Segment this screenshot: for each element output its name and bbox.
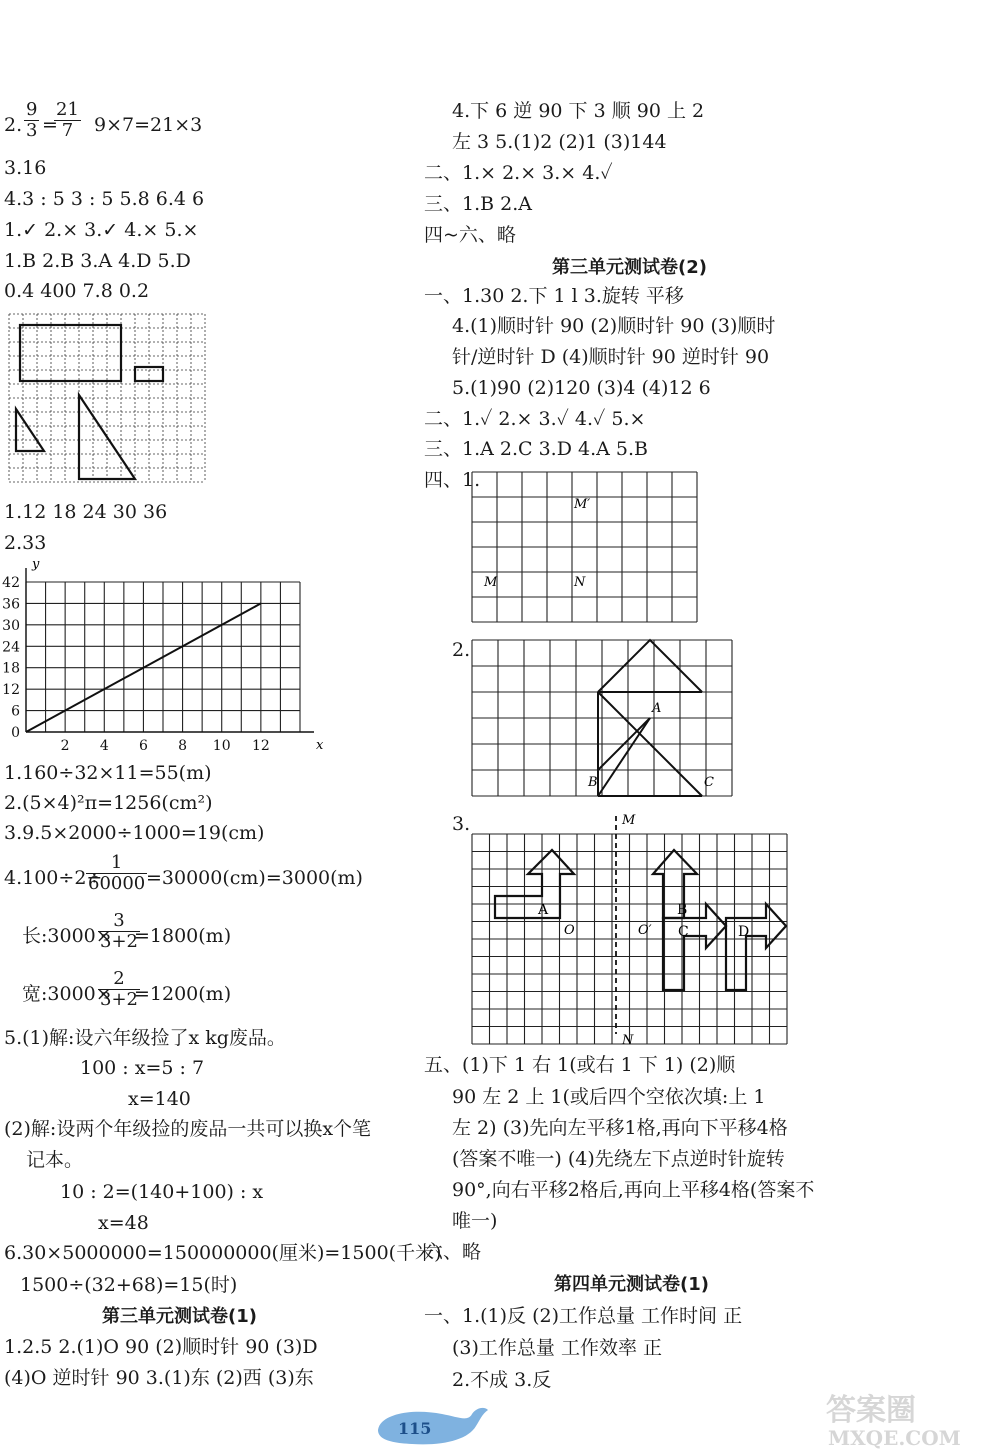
fraction-numerator: 9	[26, 99, 38, 120]
fraction-numerator: 21	[56, 99, 79, 120]
answer-line: 2.	[4, 114, 23, 136]
answer-line: (答案不唯一) (4)先绕左下点逆时针旋转	[452, 1148, 785, 1170]
whale-icon	[378, 1408, 488, 1444]
answer-line: =30000(cm)=3000(m)	[146, 867, 363, 889]
point-label-n: N	[574, 575, 586, 590]
answer-line: 90°,向右平移2格后,再向上平移4格(答案不	[452, 1179, 815, 1201]
grid-figure-points	[470, 470, 700, 625]
answer-line: 记本。	[26, 1149, 84, 1171]
answer-line: 三、1.A 2.C 3.D 4.A 5.B	[424, 438, 648, 460]
equals-sign: =	[42, 114, 58, 136]
x-tick-label: 2	[60, 738, 70, 754]
point-label-m: M	[484, 575, 498, 590]
answer-line: 长:3000×	[22, 925, 112, 947]
answer-line: 5.(1)解:设六年级捡了x kg废品。	[4, 1027, 286, 1049]
answer-line: (3)工作总量 工作效率 正	[452, 1337, 662, 1359]
answer-line: 二、1.× 2.× 3.× 4.✓	[424, 162, 613, 184]
y-tick-label: 42	[2, 575, 20, 591]
answer-line: 4.下 6 逆 90 下 3 顺 90 上 2	[452, 100, 705, 122]
fraction	[54, 100, 81, 141]
answer-line: 4.(1)顺时针 90 (2)顺时针 90 (3)顺时	[452, 315, 776, 337]
section-heading: 第三单元测试卷(2)	[552, 257, 707, 278]
shape-label-b: B	[677, 902, 688, 918]
answer-line: 五、(1)下 1 右 1(或右 1 下 1) (2)顺	[424, 1054, 736, 1076]
answer-line: 1.12 18 24 30 36	[4, 501, 168, 523]
answer-line: 2.不成 3.反	[452, 1369, 552, 1391]
shape-label-o: O	[564, 923, 575, 938]
answer-line: 0.4 400 7.8 0.2	[4, 280, 150, 302]
answer-line: (2)解:设两个年级捡的废品一共可以换x个笔	[4, 1118, 372, 1140]
answer-line: 二、1.✓ 2.× 3.✓ 4.✓ 5.×	[424, 408, 646, 430]
fraction	[24, 100, 39, 141]
answer-line: x=48	[98, 1212, 149, 1234]
shape-label-d: D	[738, 924, 750, 940]
answer-line: =1800(m)	[134, 925, 232, 947]
page-number: 115	[398, 1419, 432, 1438]
x-tick-label: 8	[178, 738, 188, 754]
y-axis-label: y	[32, 557, 40, 572]
answer-line: 三、1.B 2.A	[424, 193, 532, 215]
grid-figure-pattern	[470, 640, 726, 798]
answer-line: (4)O 逆时针 90 3.(1)东 (2)西 (3)东	[4, 1367, 314, 1389]
answer-line: 10 : 2=(140+100) : x	[60, 1181, 264, 1203]
answer-line: 3.	[452, 813, 471, 835]
axis-label-n: N	[622, 1033, 634, 1048]
arrow-shape-b	[653, 850, 697, 918]
answer-line: x=140	[128, 1088, 191, 1110]
answer-line: 1.2.5 2.(1)O 90 (2)顺时针 90 (3)D	[4, 1336, 318, 1358]
fraction-denominator: 3+2	[100, 931, 138, 952]
shape-label-o-prime: O′	[638, 923, 652, 938]
section-heading: 第三单元测试卷(1)	[102, 1306, 257, 1327]
shape-small-triangle	[16, 409, 44, 451]
grid-figure-arrows	[470, 808, 834, 1048]
y-tick-label: 12	[2, 682, 20, 699]
answer-line: 一、1.30 2.下 1 l 3.旋转 平移	[424, 285, 684, 307]
answer-line: 1500÷(32+68)=15(时)	[20, 1274, 238, 1296]
x-tick-label: 12	[251, 738, 270, 754]
x-tick-label: 4	[99, 738, 109, 754]
answer-line: 2.(5×4)²π=1256(cm²)	[4, 792, 213, 814]
answer-line: 100 : x=5 : 7	[80, 1057, 205, 1079]
answer-line: 唯一)	[452, 1210, 498, 1232]
answer-line: =1200(m)	[134, 983, 232, 1005]
answer-line: 3.16	[4, 157, 47, 179]
answer-line: 针/逆时针 D (4)顺时针 90 逆时针 90	[452, 346, 770, 368]
fraction-denominator: 3+2	[100, 989, 138, 1010]
fraction-denominator: 3	[26, 120, 38, 141]
answer-line: 4.3 : 5 3 : 5 5.8 6.4 6	[4, 188, 205, 210]
y-tick-label: 24	[2, 639, 20, 656]
answer-line: 2.33	[4, 532, 47, 554]
watermark-text: 答案圈	[826, 1393, 916, 1428]
fraction-numerator: 1	[86, 853, 147, 874]
answer-line: 1.B 2.B 3.A 4.D 5.D	[4, 250, 191, 272]
answer-line: 左 3 5.(1)2 (2)1 (3)144	[452, 131, 667, 153]
answer-line: 六、略	[424, 1241, 482, 1263]
answer-line: 4.100÷2÷	[4, 867, 103, 889]
y-tick-label: 36	[2, 596, 20, 613]
section-heading: 第四单元测试卷(1)	[554, 1274, 709, 1295]
answer-line: 6.30×5000000=150000000(厘米)=1500(千米)	[4, 1242, 442, 1264]
answer-line: 3.9.5×2000÷1000=19(cm)	[4, 822, 265, 844]
point-label-m-prime: M′	[574, 497, 591, 512]
pattern-diagonal-3	[598, 718, 650, 796]
point-label-b: B	[588, 775, 598, 790]
point-label-c: C	[704, 775, 714, 790]
answer-line: 一、1.(1)反 (2)工作总量 工作时间 正	[424, 1305, 743, 1327]
fraction-numerator: 3	[98, 911, 140, 932]
page-number-badge	[372, 1400, 492, 1450]
y-tick-label: 30	[2, 617, 20, 634]
fraction-denominator: 7	[61, 120, 74, 141]
fraction-denominator: 60000	[88, 873, 146, 894]
shape-big-rectangle	[20, 325, 121, 381]
shape-label-a: A	[538, 902, 549, 918]
grid-figure-shapes	[6, 311, 202, 491]
fraction-numerator: 2	[98, 969, 140, 990]
watermark-url: MXQE.COM	[828, 1426, 961, 1450]
answer-line: 左 2) (3)先向左平移1格,再向下平移4格	[452, 1117, 788, 1139]
answer-line: 1.✓ 2.× 3.✓ 4.× 5.×	[4, 219, 199, 241]
y-tick-label: 0	[11, 725, 20, 741]
answer-line: 四~六、略	[424, 224, 516, 246]
y-tick-label: 18	[2, 660, 20, 677]
answer-line: 9×7=21×3	[94, 114, 203, 136]
watermark	[820, 1390, 998, 1450]
answer-line: 宽:3000×	[22, 983, 112, 1005]
shape-label-c: C	[678, 924, 689, 940]
x-axis-label: x	[316, 738, 324, 753]
x-tick-label: 6	[138, 738, 148, 754]
answer-line: 四、1.	[424, 469, 481, 491]
fraction	[86, 853, 147, 894]
point-label-a: A	[652, 701, 662, 716]
axis-label-m: M	[622, 813, 636, 828]
answer-line: 2.	[452, 639, 471, 661]
answer-line: 5.(1)90 (2)120 (3)4 (4)12 6	[452, 377, 711, 399]
line-chart	[0, 556, 330, 756]
y-tick-label: 6	[11, 703, 20, 720]
answer-line: 1.160÷32×11=55(m)	[4, 762, 212, 784]
x-tick-label: 10	[212, 738, 231, 754]
answer-line: 90 左 2 上 1(或后四个空依次填:上 1	[452, 1086, 766, 1108]
